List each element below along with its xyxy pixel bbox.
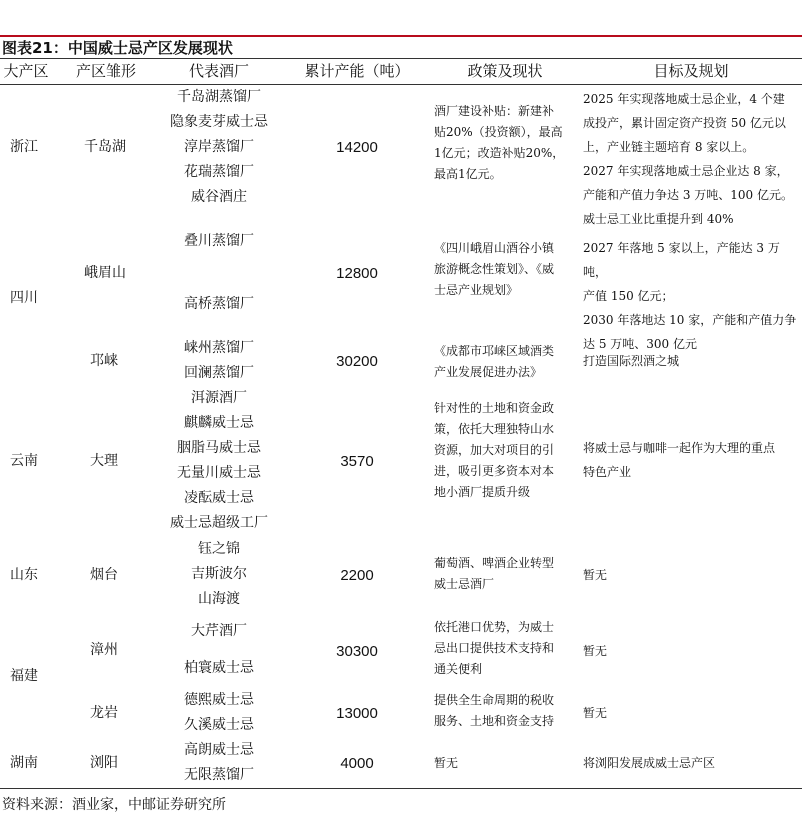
goal-line: 上，产业链主题培育 8 家以上。 bbox=[583, 140, 755, 154]
distillery-name: 吉斯波尔 bbox=[191, 566, 247, 582]
header-distillery: 代表酒厂 bbox=[188, 62, 249, 80]
policy-line: 资源，加大对项目的引 bbox=[434, 443, 555, 457]
distillery-name: 隐象麦芽威士忌 bbox=[170, 114, 268, 130]
capacity-zhangzhou: 30300 bbox=[336, 643, 378, 660]
distillery-baihuan: 柏寰威士忌 bbox=[184, 660, 254, 676]
distillery-dieChuan: 叠川蒸馏厂 bbox=[184, 233, 254, 249]
region-fujian: 福建 bbox=[10, 668, 38, 684]
distillery-name: 凌酝威士忌 bbox=[184, 490, 254, 506]
goal-line: 特色产业 bbox=[583, 465, 632, 479]
goal-yunnan bbox=[583, 436, 802, 484]
distillery-name: 山海渡 bbox=[198, 591, 240, 607]
policy-line: 依托港口优势，为威士 bbox=[434, 620, 555, 634]
distillery-cell-qionglai bbox=[160, 336, 278, 386]
subregion-zhangzhou: 漳州 bbox=[90, 642, 118, 658]
policy-line: 旅游概念性策划》、《威 bbox=[434, 262, 555, 276]
policy-yunnan bbox=[434, 398, 584, 503]
header-goal: 目标及规划 bbox=[653, 62, 729, 80]
distillery-name: 洱源酒厂 bbox=[191, 390, 247, 406]
subregion-emeishan: 峨眉山 bbox=[84, 265, 126, 281]
capacity-longyan: 13000 bbox=[336, 705, 378, 722]
source-note: 资料来源：酒业家，中邮证券研究所 bbox=[2, 797, 226, 813]
subregion-qionglai: 邛崃 bbox=[90, 353, 118, 369]
policy-line: 进，吸引更多资本对本 bbox=[434, 464, 555, 478]
goal-longyan: 暂无 bbox=[583, 706, 608, 720]
distillery-daqin: 大芹酒厂 bbox=[191, 623, 247, 639]
goal-emeishan bbox=[583, 236, 802, 356]
policy-line: 忌出口提供技术支持和 bbox=[434, 641, 555, 655]
policy-line: 最高1亿元。 bbox=[434, 167, 502, 181]
policy-line: 威士忌酒厂 bbox=[434, 577, 495, 591]
top-rule bbox=[0, 35, 802, 37]
distillery-cell-yunnan bbox=[160, 386, 278, 536]
figure-caption: 图表21：中国威士忌产区发展现状 bbox=[2, 39, 233, 57]
capacity-shandong: 2200 bbox=[340, 567, 374, 584]
distillery-name: 钰之锦 bbox=[198, 541, 240, 557]
policy-zhangzhou bbox=[434, 617, 584, 680]
distillery-name: 回澜蒸馏厂 bbox=[184, 365, 254, 381]
distillery-name: 高朗威士忌 bbox=[184, 742, 254, 758]
subregion-longyan: 龙岩 bbox=[90, 705, 118, 721]
capacity-zhejiang: 14200 bbox=[336, 139, 378, 156]
distillery-name: 威谷酒庄 bbox=[191, 189, 247, 205]
goal-hunan: 将浏阳发展成威士忌产区 bbox=[583, 756, 716, 770]
distillery-name: 无限蒸馏厂 bbox=[184, 767, 254, 783]
distillery-name: 花瑞蒸馏厂 bbox=[184, 164, 254, 180]
goal-shandong: 暂无 bbox=[583, 568, 608, 582]
goal-zhangzhou: 暂无 bbox=[583, 644, 608, 658]
policy-zhejiang bbox=[434, 101, 584, 185]
distillery-name: 久溪威士忌 bbox=[184, 717, 254, 733]
subregion-liuyang: 浏阳 bbox=[90, 755, 118, 771]
region-zhejiang: 浙江 bbox=[10, 139, 38, 155]
header-region: 大产区 bbox=[3, 62, 49, 80]
policy-qionglai bbox=[434, 341, 584, 383]
distillery-name: 无量川威士忌 bbox=[177, 465, 261, 481]
goal-line: 产能和产值力争达 3 万吨、100 亿元。 bbox=[583, 188, 793, 202]
policy-emeishan bbox=[434, 238, 584, 301]
distillery-cell-shandong bbox=[160, 537, 278, 612]
bottom-rule bbox=[0, 788, 802, 789]
distillery-name: 麒麟威士忌 bbox=[184, 415, 254, 431]
goal-line: 2030 年落地达 10 家，产能和产值力争 bbox=[583, 313, 797, 327]
capacity-yunnan: 3570 bbox=[340, 453, 374, 470]
header-policy: 政策及现状 bbox=[467, 62, 543, 80]
policy-line: 针对性的土地和资金政 bbox=[434, 401, 555, 415]
distillery-cell-longyan bbox=[160, 688, 278, 738]
distillery-name: 千岛湖蒸馏厂 bbox=[177, 89, 261, 105]
goal-line: 2027 年落地 5 家以上，产能达 3 万吨， bbox=[583, 241, 780, 279]
header-subregion: 产区雏形 bbox=[75, 62, 136, 80]
subregion-dali: 大理 bbox=[90, 453, 118, 469]
capacity-qionglai: 30200 bbox=[336, 353, 378, 370]
capacity-emeishan: 12800 bbox=[336, 265, 378, 282]
policy-line: 贴20%（投资额），最高 bbox=[434, 125, 563, 139]
distillery-name: 胭脂马威士忌 bbox=[177, 440, 261, 456]
subregion-qiandaohu: 千岛湖 bbox=[84, 139, 126, 155]
policy-line: 服务、土地和资金支持 bbox=[434, 714, 555, 728]
goal-line: 产值 150 亿元； bbox=[583, 289, 674, 303]
goal-line: 成投产，累计固定资产投资 50 亿元以 bbox=[583, 116, 786, 130]
policy-line: 1亿元；改造补贴20%， bbox=[434, 146, 565, 160]
capacity-hunan: 4000 bbox=[340, 755, 374, 772]
distillery-name: 崃州蒸馏厂 bbox=[184, 340, 254, 356]
goal-zhejiang bbox=[583, 87, 802, 231]
goal-line: 2027 年实现落地威士忌企业达 8 家， bbox=[583, 164, 789, 178]
goal-line: 2025 年实现落地威士忌企业，4 个建 bbox=[583, 92, 785, 106]
policy-line: 酒厂建设补贴：新建补 bbox=[434, 104, 555, 118]
region-sichuan: 四川 bbox=[10, 290, 38, 306]
distillery-cell-hunan bbox=[160, 738, 278, 788]
distillery-cell-zhejiang bbox=[160, 85, 278, 210]
policy-hunan: 暂无 bbox=[434, 756, 459, 770]
policy-line: 提供全生命周期的税收 bbox=[434, 693, 555, 707]
goal-line: 将威士忌与咖啡一起作为大理的重点 bbox=[583, 441, 776, 455]
policy-shandong bbox=[434, 553, 584, 595]
policy-line: 策，依托大理独特山水 bbox=[434, 422, 555, 436]
policy-line: 葡萄酒、啤酒企业转型 bbox=[434, 556, 555, 570]
policy-longyan bbox=[434, 690, 584, 732]
header-bottom-rule bbox=[0, 84, 802, 85]
policy-line: 产业发展促进办法》 bbox=[434, 365, 543, 379]
policy-line: 通关便利 bbox=[434, 662, 483, 676]
distillery-name: 威士忌超级工厂 bbox=[170, 515, 268, 531]
distillery-name: 德熙威士忌 bbox=[184, 692, 254, 708]
region-hunan: 湖南 bbox=[10, 755, 38, 771]
region-yunnan: 云南 bbox=[10, 453, 38, 469]
region-shandong: 山东 bbox=[10, 567, 38, 583]
policy-line: 《成都市邛崃区域酒类 bbox=[434, 344, 555, 358]
policy-line: 地小酒厂提质升级 bbox=[434, 485, 531, 499]
policy-line: 士忌产业规划》 bbox=[434, 283, 519, 297]
goal-line: 威士忌工业比重提升到 40% bbox=[583, 212, 734, 226]
subregion-yantai: 烟台 bbox=[90, 567, 118, 583]
policy-line: 《四川峨眉山酒谷小镇 bbox=[434, 241, 555, 255]
goal-line: 达 5 万吨、300 亿元 bbox=[583, 337, 697, 351]
header-capacity: 累计产能（吨） bbox=[304, 62, 410, 80]
distillery-name: 淳岸蒸馏厂 bbox=[184, 139, 254, 155]
distillery-gaoqiao: 高桥蒸馏厂 bbox=[184, 296, 254, 312]
goal-qionglai: 打造国际烈酒之城 bbox=[583, 354, 680, 368]
